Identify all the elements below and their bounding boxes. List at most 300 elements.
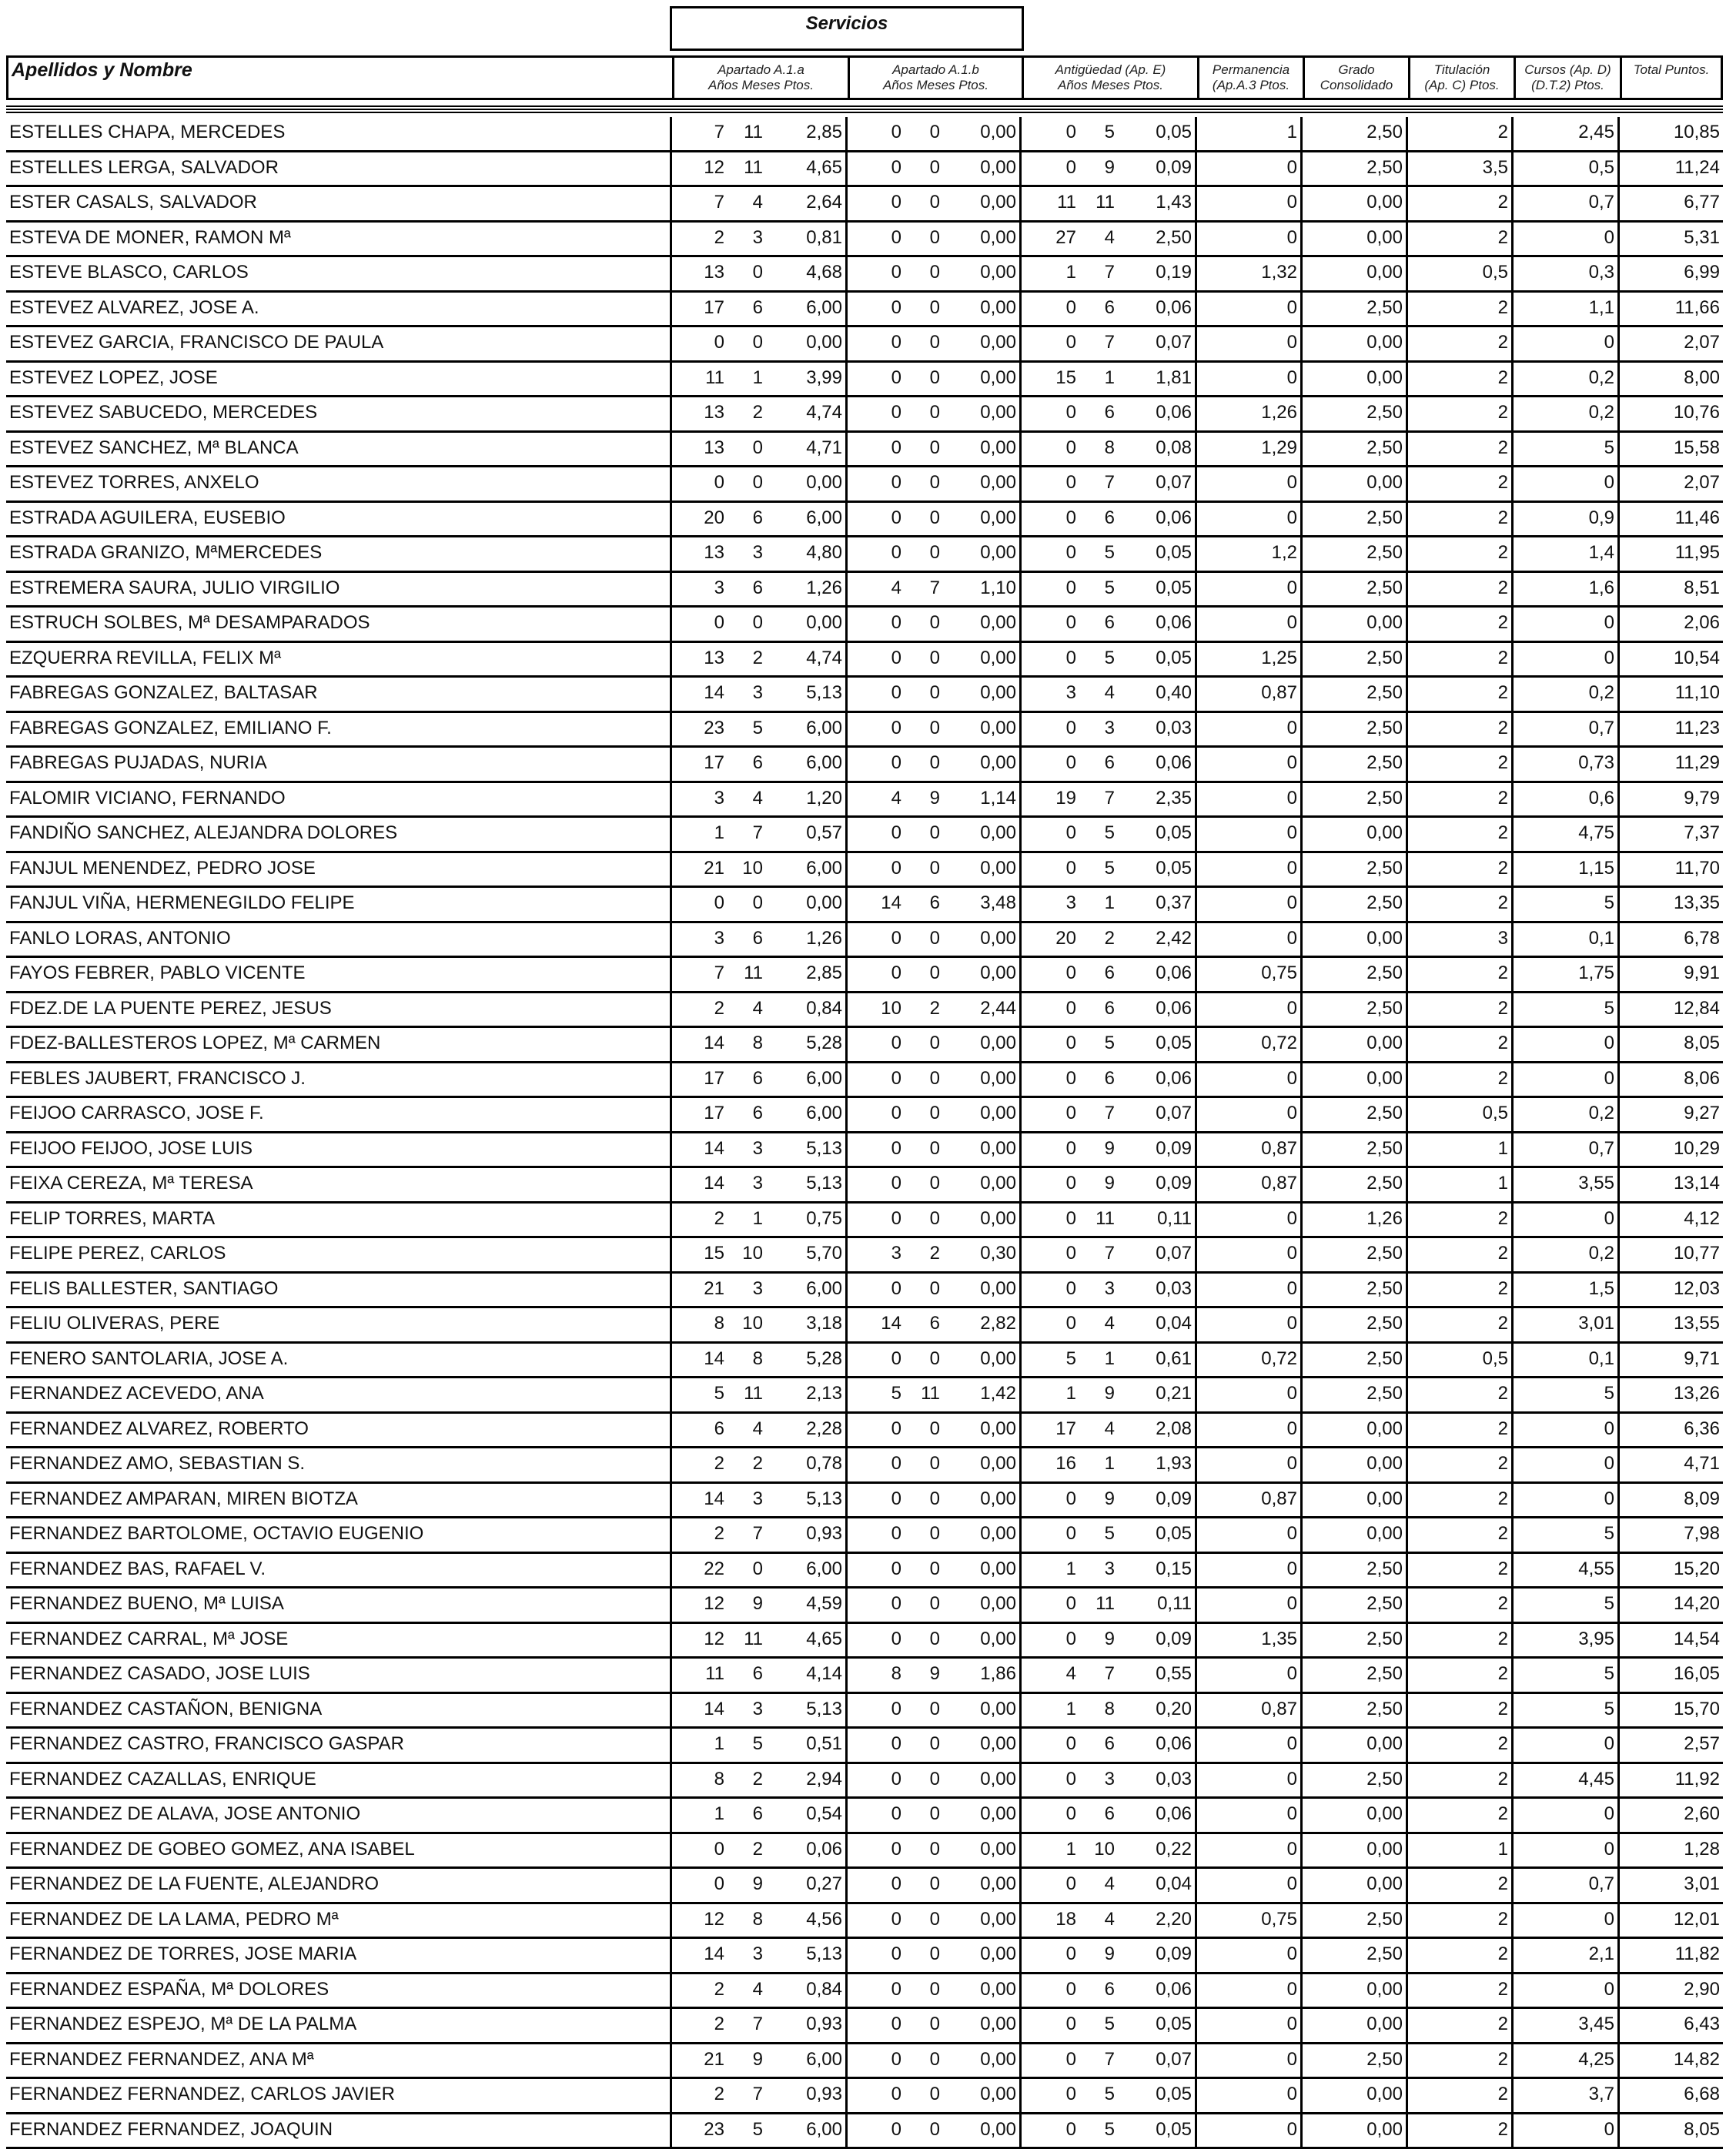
cell-total: 14,82 (1617, 2044, 1723, 2077)
cell-grado: 0,00 (1300, 187, 1406, 220)
table-header (6, 55, 1723, 100)
cell-antig-anos: 0 (1019, 1484, 1079, 1517)
cell-cursos: 0 (1511, 1484, 1617, 1517)
cell-name: ESTREMERA SAURA, JULIO VIRGILIO (9, 577, 340, 598)
cell-antig-anos: 0 (1019, 573, 1079, 606)
cell-titulacion: 2 (1406, 467, 1511, 500)
cell-a1a-ptos: 4,74 (806, 402, 842, 423)
cell-name: FAYOS FEBRER, PABLO VICENTE (9, 962, 306, 983)
cell-antig-anos: 0 (1019, 1764, 1079, 1797)
cell-a1b-anos: 0 (845, 818, 905, 851)
cell-titulacion: 2 (1406, 1904, 1511, 1937)
cell-name: FERNANDEZ BAS, RAFAEL V. (9, 1558, 266, 1579)
cell-a1b-meses: 0 (929, 122, 940, 142)
cell-antig-anos: 0 (1019, 1518, 1079, 1552)
cell-a1b-anos: 0 (845, 433, 905, 466)
cell-a1a-ptos: 3,99 (806, 367, 842, 388)
cell-a1a-meses: 0 (752, 892, 763, 913)
cell-a1b-meses: 11 (921, 1383, 940, 1404)
cell-antig-meses: 5 (1104, 577, 1115, 598)
cell-titulacion: 2 (1406, 2044, 1511, 2077)
cell-a1b-anos: 0 (845, 1554, 905, 1587)
cell-a1b-meses: 0 (929, 962, 940, 983)
cell-antig-ptos: 0,05 (1156, 577, 1192, 598)
header-a1b-line2: Años Meses Ptos. (882, 78, 988, 92)
header-titul-line2: (Ap. C) Ptos. (1424, 78, 1500, 92)
cell-a1a-meses: 3 (752, 1698, 763, 1719)
table-row (6, 888, 1723, 923)
cell-a1b-meses: 0 (929, 1908, 940, 1930)
cell-name: FEIXA CEREZA, Mª TERESA (9, 1173, 253, 1194)
cell-a1a-ptos: 0,54 (806, 1803, 842, 1824)
cell-a1b-ptos: 0,00 (980, 472, 1016, 493)
cell-a1a-ptos: 0,00 (806, 892, 842, 913)
table-row (6, 1448, 1723, 1484)
cell-titulacion: 2 (1406, 2009, 1511, 2042)
cell-a1b-anos: 4 (845, 573, 905, 606)
cell-name: FERNANDEZ DE TORRES, JOSE MARIA (9, 1943, 357, 1964)
cell-permanencia: 0,87 (1195, 1694, 1300, 1727)
cell-a1b-ptos: 0,00 (980, 437, 1016, 458)
cell-cursos: 0 (1511, 1063, 1617, 1096)
cell-total: 2,07 (1617, 467, 1723, 500)
cell-grado: 2,50 (1300, 573, 1406, 606)
cell-name: FANDIÑO SANCHEZ, ALEJANDRA DOLORES (9, 822, 398, 843)
header-apartado-a1b (848, 58, 1022, 98)
cell-a1b-anos: 0 (845, 117, 905, 150)
cell-cursos: 5 (1511, 1518, 1617, 1552)
cell-antig-ptos: 0,05 (1156, 1523, 1192, 1544)
cell-grado: 2,50 (1300, 1624, 1406, 1657)
cell-titulacion: 2 (1406, 187, 1511, 220)
cell-a1a-ptos: 6,00 (806, 1277, 842, 1299)
cell-antig-ptos: 0,05 (1156, 1033, 1192, 1053)
cell-a1a-meses: 3 (752, 1173, 763, 1194)
table-row (6, 327, 1723, 363)
cell-a1b-meses: 0 (929, 717, 940, 738)
cell-a1b-meses: 9 (929, 787, 940, 808)
cell-a1a-ptos: 0,84 (806, 997, 842, 1019)
cell-cursos: 5 (1511, 993, 1617, 1026)
table-row (6, 608, 1723, 643)
cell-a1b-ptos: 0,00 (980, 1173, 1016, 1194)
cell-a1b-anos: 0 (845, 1204, 905, 1237)
cell-antig-anos: 0 (1019, 608, 1079, 641)
cell-total: 6,43 (1617, 2009, 1723, 2042)
cell-a1b-meses: 0 (929, 156, 940, 178)
cell-antig-meses: 5 (1104, 2014, 1115, 2034)
cell-a1a-anos: 3 (670, 923, 728, 956)
cell-antig-ptos: 0,06 (1156, 612, 1192, 633)
cell-a1a-anos: 7 (670, 117, 728, 150)
cell-antig-anos: 0 (1019, 1308, 1079, 1341)
cell-antig-ptos: 0,07 (1156, 1243, 1192, 1264)
cell-permanencia: 0,72 (1195, 1028, 1300, 1061)
cell-name: ESTEVE BLASCO, CARLOS (9, 262, 249, 283)
cell-a1a-meses: 11 (744, 962, 763, 983)
cell-antig-meses: 9 (1104, 1628, 1115, 1649)
cell-a1a-meses: 4 (752, 1978, 763, 2000)
cell-cursos: 0,5 (1511, 152, 1617, 186)
cell-a1b-anos: 0 (845, 713, 905, 746)
cell-a1a-anos: 2 (670, 1518, 728, 1552)
cell-a1a-ptos: 6,00 (806, 1067, 842, 1089)
cell-permanencia: 0 (1195, 1378, 1300, 1411)
cell-a1a-ptos: 4,65 (806, 1628, 842, 1649)
cell-a1b-ptos: 0,00 (980, 1838, 1016, 1860)
cell-total: 11,66 (1617, 293, 1723, 326)
cell-cursos: 0 (1511, 1414, 1617, 1447)
cell-cursos: 0 (1511, 1729, 1617, 1762)
cell-a1a-ptos: 4,65 (806, 156, 842, 178)
cell-name: FERNANDEZ DE LA FUENTE, ALEJANDRO (9, 1873, 380, 1894)
cell-name: FERNANDEZ FERNANDEZ, JOAQUIN (9, 2118, 333, 2140)
cell-a1b-meses: 0 (929, 2014, 940, 2034)
cell-antig-meses: 6 (1104, 1978, 1115, 2000)
cell-permanencia: 0 (1195, 1204, 1300, 1237)
cell-antig-meses: 5 (1104, 1523, 1115, 1544)
cell-a1b-meses: 0 (929, 1523, 940, 1544)
cell-a1a-anos: 17 (670, 1063, 728, 1096)
cell-cursos: 1,15 (1511, 853, 1617, 886)
cell-antig-anos: 0 (1019, 1729, 1079, 1762)
cell-a1b-anos: 0 (845, 1063, 905, 1096)
cell-antig-meses: 7 (1104, 1663, 1115, 1684)
cell-a1b-ptos: 0,00 (980, 647, 1016, 668)
cell-grado: 0,00 (1300, 1484, 1406, 1517)
cell-antig-anos: 0 (1019, 1589, 1079, 1622)
cell-permanencia: 0 (1195, 1238, 1300, 1271)
cell-grado: 2,50 (1300, 503, 1406, 536)
cell-name: ESTEVEZ ALVAREZ, JOSE A. (9, 296, 259, 318)
cell-permanencia: 0 (1195, 363, 1300, 396)
cell-a1a-ptos: 0,27 (806, 1873, 842, 1894)
table-row (6, 818, 1723, 853)
cell-grado: 0,00 (1300, 1799, 1406, 1832)
cell-antig-meses: 6 (1104, 1733, 1115, 1754)
cell-total: 10,54 (1617, 643, 1723, 676)
cell-a1b-anos: 0 (845, 1939, 905, 1972)
cell-grado: 2,50 (1300, 1764, 1406, 1797)
cell-a1a-ptos: 0,93 (806, 2014, 842, 2034)
cell-a1a-meses: 4 (752, 1418, 763, 1439)
cell-antig-ptos: 0,07 (1156, 1103, 1192, 1123)
cell-total: 9,91 (1617, 958, 1723, 991)
cell-permanencia: 0 (1195, 783, 1300, 816)
cell-a1b-ptos: 1,10 (980, 577, 1016, 598)
cell-antig-meses: 11 (1095, 192, 1115, 213)
header-apartado-a1a (672, 58, 848, 98)
cell-a1b-meses: 7 (929, 577, 940, 598)
cell-permanencia: 0 (1195, 152, 1300, 186)
cell-antig-meses: 1 (1104, 1348, 1115, 1369)
table-row (6, 293, 1723, 328)
cell-total: 14,20 (1617, 1589, 1723, 1622)
cell-a1a-anos: 0 (670, 1869, 728, 1902)
cell-grado: 2,50 (1300, 888, 1406, 921)
cell-antig-ptos: 0,05 (1156, 822, 1192, 843)
cell-a1b-anos: 0 (845, 2114, 905, 2148)
cell-antig-meses: 3 (1104, 1558, 1115, 1579)
cell-grado: 2,50 (1300, 1308, 1406, 1341)
cell-antig-meses: 4 (1104, 1418, 1115, 1439)
cell-a1a-anos: 12 (670, 152, 728, 186)
cell-a1b-meses: 0 (929, 192, 940, 213)
cell-a1a-ptos: 5,13 (806, 1943, 842, 1964)
cell-name: FERNANDEZ CASADO, JOSE LUIS (9, 1663, 310, 1684)
servicios-header: Servicios (670, 6, 1024, 51)
header-cursos (1514, 58, 1620, 98)
cell-antig-anos: 0 (1019, 1028, 1079, 1061)
cell-cursos: 3,01 (1511, 1308, 1617, 1341)
cell-a1b-ptos: 0,00 (980, 1348, 1016, 1369)
cell-cursos: 5 (1511, 1694, 1617, 1727)
cell-antig-ptos: 0,06 (1156, 507, 1192, 528)
cell-grado: 2,50 (1300, 958, 1406, 991)
cell-a1b-anos: 0 (845, 958, 905, 991)
cell-a1a-anos: 3 (670, 783, 728, 816)
table-row (6, 1308, 1723, 1344)
cell-permanencia: 0 (1195, 1659, 1300, 1692)
cell-name: ESTELLES LERGA, SALVADOR (9, 156, 279, 178)
cell-a1a-ptos: 2,13 (806, 1383, 842, 1404)
cell-titulacion: 2 (1406, 1238, 1511, 1271)
cell-name: FERNANDEZ DE ALAVA, JOSE ANTONIO (9, 1803, 361, 1824)
cell-total: 14,54 (1617, 1624, 1723, 1657)
cell-a1a-meses: 10 (742, 1313, 763, 1334)
cell-grado: 2,50 (1300, 1238, 1406, 1271)
cell-a1a-anos: 11 (670, 363, 728, 396)
table-row (6, 1904, 1723, 1940)
cell-a1b-meses: 0 (929, 262, 940, 283)
cell-a1b-meses: 0 (929, 226, 940, 248)
cell-antig-meses: 4 (1104, 682, 1115, 703)
cell-a1b-anos: 14 (845, 1308, 905, 1341)
cell-titulacion: 2 (1406, 678, 1511, 711)
cell-a1b-anos: 0 (845, 1274, 905, 1307)
cell-antig-anos: 15 (1019, 363, 1079, 396)
cell-name: FELIS BALLESTER, SANTIAGO (9, 1277, 279, 1299)
cell-titulacion: 2 (1406, 573, 1511, 606)
cell-a1b-anos: 0 (845, 678, 905, 711)
cell-a1b-meses: 0 (929, 857, 940, 879)
cell-grado: 0,00 (1300, 608, 1406, 641)
cell-a1a-meses: 7 (752, 2084, 763, 2104)
cell-a1b-ptos: 0,00 (980, 1137, 1016, 1159)
cell-name: FERNANDEZ CARRAL, Mª JOSE (9, 1628, 289, 1649)
cell-antig-ptos: 0,11 (1157, 1593, 1192, 1614)
cell-grado: 0,00 (1300, 1063, 1406, 1096)
cell-antig-ptos: 0,09 (1156, 1137, 1192, 1159)
cell-a1b-anos: 0 (845, 1168, 905, 1201)
table-row (6, 748, 1723, 783)
cell-permanencia: 0 (1195, 1869, 1300, 1902)
cell-a1a-anos: 15 (670, 1238, 728, 1271)
cell-a1a-anos: 11 (670, 1659, 728, 1692)
cell-a1a-ptos: 2,85 (806, 122, 842, 142)
cell-antig-anos: 0 (1019, 2044, 1079, 2077)
cell-antig-anos: 11 (1019, 187, 1079, 220)
cell-a1a-anos: 5 (670, 1378, 728, 1411)
cell-antig-anos: 1 (1019, 1554, 1079, 1587)
cell-name: FABREGAS GONZALEZ, EMILIANO F. (9, 717, 332, 738)
cell-grado: 2,50 (1300, 1274, 1406, 1307)
cell-antig-ptos: 0,11 (1157, 1207, 1192, 1229)
cell-permanencia: 0 (1195, 2009, 1300, 2042)
cell-a1b-meses: 2 (929, 1243, 940, 1264)
cell-cursos: 0,2 (1511, 678, 1617, 711)
cell-a1b-meses: 0 (929, 682, 940, 703)
cell-permanencia: 1,35 (1195, 1624, 1300, 1657)
cell-a1a-meses: 8 (752, 1348, 763, 1369)
cell-permanencia: 0 (1195, 503, 1300, 536)
cell-antig-ptos: 0,09 (1156, 1488, 1192, 1509)
cell-name: FANJUL VIÑA, HERMENEGILDO FELIPE (9, 892, 355, 913)
table-row (6, 2079, 1723, 2114)
cell-antig-meses: 9 (1104, 156, 1115, 178)
cell-a1a-ptos: 4,74 (806, 647, 842, 668)
cell-total: 8,05 (1617, 1028, 1723, 1061)
cell-permanencia: 0 (1195, 1939, 1300, 1972)
cell-antig-meses: 7 (1104, 332, 1115, 353)
header-titulacion (1408, 58, 1514, 98)
cell-a1b-ptos: 1,42 (980, 1383, 1016, 1404)
cell-a1b-ptos: 0,00 (980, 1453, 1016, 1474)
cell-antig-anos: 1 (1019, 1834, 1079, 1867)
cell-a1a-ptos: 0,57 (806, 822, 842, 843)
cell-titulacion: 2 (1406, 1554, 1511, 1587)
cell-a1b-anos: 0 (845, 2079, 905, 2112)
cell-antig-ptos: 0,05 (1156, 2118, 1192, 2140)
table-row (6, 1378, 1723, 1414)
cell-a1b-ptos: 3,48 (980, 892, 1016, 913)
cell-cursos: 0 (1511, 643, 1617, 676)
cell-antig-anos: 3 (1019, 888, 1079, 921)
cell-total: 11,23 (1617, 713, 1723, 746)
cell-a1b-ptos: 2,44 (980, 997, 1016, 1019)
cell-titulacion: 2 (1406, 293, 1511, 326)
cell-antig-anos: 18 (1019, 1904, 1079, 1937)
cell-a1a-meses: 8 (752, 1908, 763, 1930)
cell-total: 15,20 (1617, 1554, 1723, 1587)
cell-a1b-meses: 6 (929, 1313, 940, 1334)
cell-a1a-ptos: 2,64 (806, 192, 842, 213)
cell-a1b-anos: 0 (845, 643, 905, 676)
cell-grado: 2,50 (1300, 1904, 1406, 1937)
cell-titulacion: 2 (1406, 537, 1511, 571)
cell-antig-ptos: 0,22 (1156, 1838, 1192, 1860)
cell-antig-anos: 0 (1019, 818, 1079, 851)
cell-name: ESTER CASALS, SALVADOR (9, 192, 257, 213)
cell-a1a-ptos: 5,13 (806, 1173, 842, 1194)
cell-a1a-anos: 1 (670, 1799, 728, 1832)
cell-total: 13,14 (1617, 1168, 1723, 1201)
cell-antig-ptos: 2,42 (1156, 927, 1192, 949)
cell-a1b-anos: 0 (845, 1448, 905, 1481)
cell-antig-meses: 4 (1104, 226, 1115, 248)
cell-a1b-ptos: 0,00 (980, 1943, 1016, 1964)
cell-a1b-anos: 0 (845, 1729, 905, 1762)
cell-a1b-meses: 0 (929, 1978, 940, 2000)
cell-a1b-ptos: 0,00 (980, 1207, 1016, 1229)
cell-antig-meses: 5 (1104, 647, 1115, 668)
cell-a1a-meses: 0 (752, 612, 763, 633)
cell-a1b-ptos: 0,00 (980, 2048, 1016, 2070)
cell-a1b-anos: 0 (845, 2044, 905, 2077)
cell-a1a-ptos: 6,00 (806, 1103, 842, 1123)
cell-a1b-meses: 0 (929, 1628, 940, 1649)
cell-name: FERNANDEZ BUENO, Mª LUISA (9, 1593, 284, 1614)
cell-a1a-meses: 3 (752, 1943, 763, 1964)
cell-a1a-ptos: 0,00 (806, 612, 842, 633)
cell-cursos: 0 (1511, 1028, 1617, 1061)
cell-a1b-meses: 0 (929, 542, 940, 563)
table-row (6, 117, 1723, 152)
cell-grado: 0,00 (1300, 257, 1406, 290)
cell-name: FABREGAS GONZALEZ, BALTASAR (9, 682, 318, 703)
cell-antig-ptos: 0,05 (1156, 857, 1192, 879)
cell-cursos: 0 (1511, 2114, 1617, 2148)
cell-grado: 2,50 (1300, 783, 1406, 816)
cell-name: FERNANDEZ ALVAREZ, ROBERTO (9, 1418, 309, 1439)
cell-a1a-meses: 2 (752, 1453, 763, 1474)
cell-antig-anos: 0 (1019, 958, 1079, 991)
cell-antig-meses: 7 (1104, 2048, 1115, 2070)
cell-permanencia: 0 (1195, 1308, 1300, 1341)
cell-total: 6,36 (1617, 1414, 1723, 1447)
cell-titulacion: 2 (1406, 2114, 1511, 2148)
cell-cursos: 3,95 (1511, 1624, 1617, 1657)
cell-a1a-meses: 1 (752, 367, 763, 388)
cell-a1b-ptos: 0,00 (980, 2118, 1016, 2140)
cell-cursos: 0,7 (1511, 713, 1617, 746)
cell-cursos: 5 (1511, 1378, 1617, 1411)
cell-a1a-ptos: 5,70 (806, 1243, 842, 1264)
cell-a1a-anos: 14 (670, 1133, 728, 1167)
cell-antig-meses: 6 (1104, 1067, 1115, 1089)
cell-a1b-anos: 0 (845, 1344, 905, 1377)
cell-cursos: 0 (1511, 1834, 1617, 1867)
cell-a1b-anos: 0 (845, 1484, 905, 1517)
cell-a1a-meses: 0 (752, 472, 763, 493)
cell-total: 8,09 (1617, 1484, 1723, 1517)
cell-antig-ptos: 0,03 (1156, 1768, 1192, 1789)
cell-permanencia: 0 (1195, 1554, 1300, 1587)
cell-titulacion: 2 (1406, 1939, 1511, 1972)
cell-a1a-anos: 17 (670, 1098, 728, 1131)
cell-permanencia: 0,72 (1195, 1344, 1300, 1377)
cell-antig-meses: 8 (1104, 1698, 1115, 1719)
cell-antig-anos: 19 (1019, 783, 1079, 816)
cell-antig-ptos: 0,06 (1156, 997, 1192, 1019)
cell-a1a-anos: 13 (670, 433, 728, 466)
cell-a1a-anos: 2 (670, 2079, 728, 2112)
cell-a1b-meses: 0 (929, 612, 940, 633)
cell-permanencia: 0 (1195, 748, 1300, 781)
cell-permanencia: 0 (1195, 1799, 1300, 1832)
cell-antig-meses: 6 (1104, 402, 1115, 423)
cell-antig-ptos: 2,08 (1156, 1418, 1192, 1439)
header-name: Apellidos y Nombre (12, 59, 192, 81)
cell-a1b-anos: 0 (845, 1974, 905, 2007)
cell-a1b-anos: 0 (845, 1694, 905, 1727)
cell-antig-ptos: 0,61 (1156, 1348, 1192, 1369)
cell-permanencia: 0 (1195, 608, 1300, 641)
cell-permanencia: 0 (1195, 1729, 1300, 1762)
cell-name: FERNANDEZ FERNANDEZ, CARLOS JAVIER (9, 2084, 395, 2104)
cell-a1a-ptos: 0,00 (806, 332, 842, 353)
cell-permanencia: 0 (1195, 1414, 1300, 1447)
